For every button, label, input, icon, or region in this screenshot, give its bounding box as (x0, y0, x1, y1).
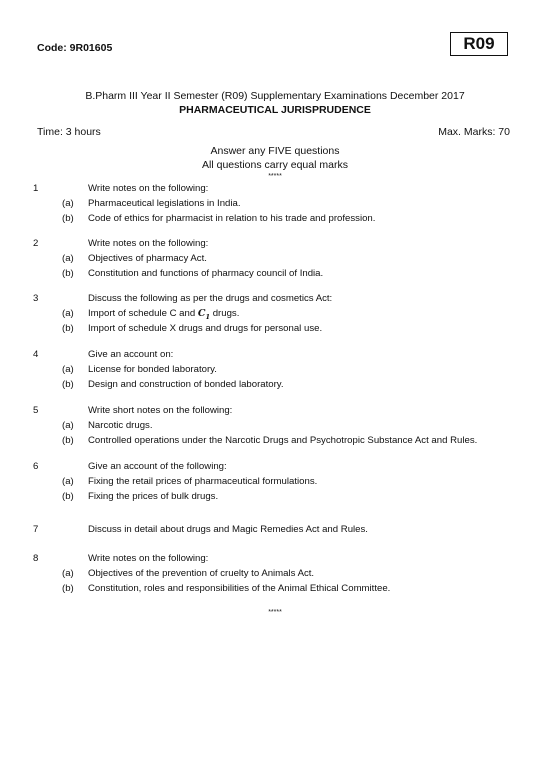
part-text: Controlled operations under the Narcotic Drugs and Psychotropic Substance Act and Rules. (88, 435, 478, 446)
part-text: Objectives of the prevention of cruelty to Animals Act. (88, 568, 315, 579)
part-label: (a) (62, 308, 74, 319)
question-stem: Discuss the following as per the drugs and cosmetics Act: (88, 293, 333, 304)
max-marks: Max. Marks: 70 (438, 126, 510, 138)
paper-code: Code: 9R01605 (37, 42, 113, 54)
question-stem: Discuss in detail about drugs and Magic Remedies Act and Rules. (88, 524, 368, 535)
part-text: Objectives of pharmacy Act. (88, 253, 207, 264)
question-stem: Give an account of the following: (88, 461, 227, 472)
question-5 (0, 403, 550, 448)
part-label: (a) (62, 476, 74, 487)
question-1 (0, 181, 550, 226)
instruction-equal-marks: All questions carry equal marks (202, 159, 348, 171)
part-label: (b) (62, 323, 74, 334)
separator-stars: ***** (268, 173, 282, 180)
question-4 (0, 347, 550, 392)
part-text: Narcotic drugs. (88, 420, 153, 431)
question-6 (0, 459, 550, 504)
question-number: 4 (33, 349, 39, 360)
part-text-after: drugs. (210, 308, 240, 319)
symbol-letter: C (197, 308, 206, 319)
part-label: (b) (62, 213, 74, 224)
question-number: 7 (33, 524, 39, 535)
question-number: 1 (33, 183, 39, 194)
question-stem: Write notes on the following: (88, 183, 209, 194)
question-8 (0, 551, 550, 596)
question-number: 8 (33, 553, 39, 564)
part-text: Fixing the retail prices of pharmaceutical formulations. (88, 476, 318, 487)
question-number: 6 (33, 461, 39, 472)
part-label: (b) (62, 435, 74, 446)
question-number: 3 (33, 293, 39, 304)
subject-title: PHARMACEUTICAL JURISPRUDENCE (179, 104, 371, 116)
part-label: (b) (62, 268, 74, 279)
part-text: Fixing the prices of bulk drugs. (88, 491, 219, 502)
part-label: (a) (62, 253, 74, 264)
part-label: (a) (62, 568, 74, 579)
schedule-c1-symbol (198, 308, 210, 319)
part-text: Import of schedule X drugs and drugs for personal use. (88, 323, 323, 334)
part-text: License for bonded laboratory. (88, 364, 217, 375)
part-label: (b) (62, 379, 74, 390)
question-stem: Give an account on: (88, 349, 174, 360)
regulation-badge: R09 (450, 32, 508, 56)
end-stars: ***** (268, 609, 282, 616)
part-text: Pharmaceutical legislations in India. (88, 198, 241, 209)
part-text-before: Import of schedule C and (88, 308, 198, 319)
question-stem: Write short notes on the following: (88, 405, 233, 416)
part-text: Constitution, roles and responsibilities of the Animal Ethical Committee. (88, 583, 391, 594)
part-text: Code of ethics for pharmacist in relation to his trade and profession. (88, 213, 376, 224)
part-label: (a) (62, 420, 74, 431)
exam-title: B.Pharm III Year II Semester (R09) Supplementary Examinations December 2017 (85, 90, 465, 102)
question-3 (0, 291, 550, 336)
part-label: (a) (62, 364, 74, 375)
symbol-subscript: 1 (205, 312, 211, 321)
question-2 (0, 236, 550, 281)
part-label: (b) (62, 583, 74, 594)
question-stem: Write notes on the following: (88, 238, 209, 249)
question-7 (0, 522, 550, 537)
part-text: Constitution and functions of pharmacy council of India. (88, 268, 324, 279)
question-number: 2 (33, 238, 39, 249)
part-label: (b) (62, 491, 74, 502)
exam-duration: Time: 3 hours (37, 126, 101, 138)
part-text: Design and construction of bonded laboratory. (88, 379, 284, 390)
question-stem: Write notes on the following: (88, 553, 209, 564)
question-number: 5 (33, 405, 39, 416)
part-label: (a) (62, 198, 74, 209)
instruction-answer-five: Answer any FIVE questions (210, 145, 340, 157)
